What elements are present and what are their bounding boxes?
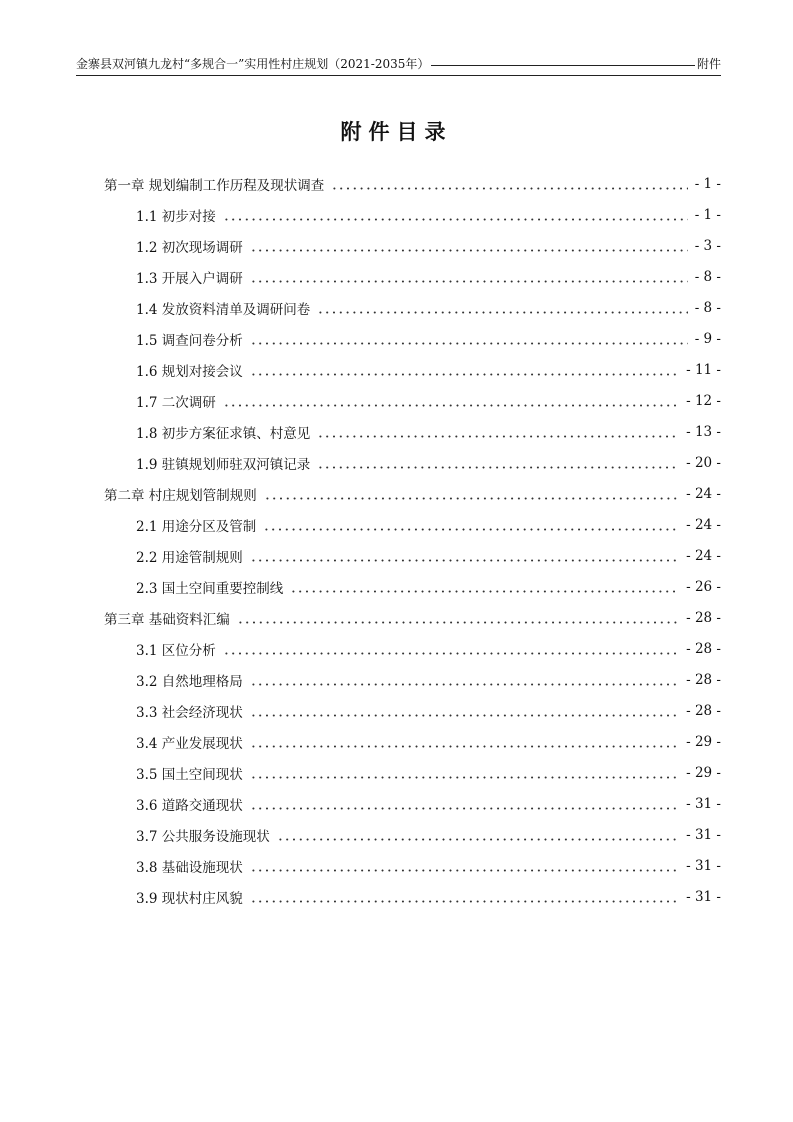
header-rule xyxy=(431,65,695,66)
toc-section-entry[interactable] xyxy=(136,232,721,260)
toc-section-entry[interactable] xyxy=(136,790,721,818)
toc-leader-dots xyxy=(250,559,679,562)
toc-leader-dots xyxy=(223,652,679,655)
toc-entry-label: 1.6 规划对接会议 xyxy=(136,364,243,380)
toc-leader-dots xyxy=(223,404,679,407)
toc-section-entry[interactable] xyxy=(136,201,721,229)
toc-entry-label: 3.9 现状村庄风貌 xyxy=(136,891,243,907)
toc-section-entry[interactable] xyxy=(136,821,721,849)
toc-leader-dots xyxy=(250,683,679,686)
toc-section-entry[interactable] xyxy=(136,635,721,663)
page-title: 附件目录 xyxy=(340,120,453,144)
toc-section-entry[interactable] xyxy=(136,294,721,322)
toc-entry-label: 1.5 调查问卷分析 xyxy=(136,333,243,349)
toc-leader-dots xyxy=(317,435,679,438)
toc-entry-label: 3.6 道路交通现状 xyxy=(136,798,243,814)
toc-entry-page: - 24 - xyxy=(686,517,721,533)
toc-leader-dots xyxy=(250,373,679,376)
toc-section-entry[interactable] xyxy=(136,759,721,787)
toc-entry-label: 2.3 国土空间重要控制线 xyxy=(136,581,284,597)
toc-section-entry[interactable] xyxy=(136,542,721,570)
toc-section-entry[interactable] xyxy=(136,852,721,880)
header-title: 金寨县双河镇九龙村“多规合一”实用性村庄规划（2021-2035年） xyxy=(76,57,430,71)
toc-leader-dots xyxy=(237,621,679,624)
toc-entry-page: - 3 - xyxy=(694,238,721,254)
toc-section-entry[interactable] xyxy=(136,418,721,446)
toc-entry-label: 3.4 产业发展现状 xyxy=(136,736,243,752)
header-section: 附件 xyxy=(696,57,721,71)
toc-entry-page: - 13 - xyxy=(686,424,721,440)
toc-leader-dots xyxy=(250,249,688,252)
toc-entry-label: 3.7 公共服务设施现状 xyxy=(136,829,270,845)
toc-section-entry[interactable] xyxy=(136,263,721,291)
toc-entry-label: 1.3 开展入户调研 xyxy=(136,271,243,287)
toc-entry-label: 2.2 用途管制规则 xyxy=(136,550,243,566)
toc-entry-label: 3.3 社会经济现状 xyxy=(136,705,243,721)
toc-entry-page: - 31 - xyxy=(686,827,721,843)
toc-entry-label: 3.8 基础设施现状 xyxy=(136,860,243,876)
toc-entry-label: 2.1 用途分区及管制 xyxy=(136,519,257,535)
toc-entry-page: - 24 - xyxy=(686,548,721,564)
toc-entry-page: - 29 - xyxy=(686,765,721,781)
toc-entry-page: - 28 - xyxy=(686,641,721,657)
toc-entry-label: 3.5 国土空间现状 xyxy=(136,767,243,783)
toc-entry-page: - 28 - xyxy=(686,672,721,688)
toc-leader-dots xyxy=(250,745,679,748)
toc-leader-dots xyxy=(331,187,687,190)
toc-section-entry[interactable] xyxy=(136,728,721,756)
toc-leader-dots xyxy=(250,714,679,717)
toc-leader-dots xyxy=(290,590,679,593)
toc-section-entry[interactable] xyxy=(136,666,721,694)
running-header xyxy=(76,55,721,76)
toc-entry-page: - 29 - xyxy=(686,734,721,750)
toc-entry-page: - 31 - xyxy=(686,889,721,905)
toc-leader-dots xyxy=(277,838,679,841)
toc-entry-label: 1.4 发放资料清单及调研问卷 xyxy=(136,302,311,318)
toc-entry-page: - 1 - xyxy=(694,176,721,192)
toc-leader-dots xyxy=(263,528,679,531)
toc-section-entry[interactable] xyxy=(136,883,721,911)
toc-entry-page: - 20 - xyxy=(686,455,721,471)
toc-leader-dots xyxy=(250,342,688,345)
toc-leader-dots xyxy=(223,218,688,221)
toc-entry-page: - 12 - xyxy=(686,393,721,409)
toc-leader-dots xyxy=(250,900,679,903)
toc-entry-label: 1.2 初次现场调研 xyxy=(136,240,243,256)
toc-entry-page: - 26 - xyxy=(686,579,721,595)
toc-entry-page: - 31 - xyxy=(686,796,721,812)
toc-chapter-entry[interactable] xyxy=(104,480,721,508)
toc-chapter-entry[interactable] xyxy=(104,170,721,198)
toc-leader-dots xyxy=(250,807,679,810)
toc-entry-label: 第二章 村庄规划管制规则 xyxy=(104,488,257,504)
toc-section-entry[interactable] xyxy=(136,387,721,415)
toc-section-entry[interactable] xyxy=(136,697,721,725)
toc-chapter-entry[interactable] xyxy=(104,604,721,632)
toc-entry-label: 3.2 自然地理格局 xyxy=(136,674,243,690)
toc-section-entry[interactable] xyxy=(136,573,721,601)
toc-entry-label: 1.1 初步对接 xyxy=(136,209,216,225)
toc-section-entry[interactable] xyxy=(136,449,721,477)
toc-entry-label: 第一章 规划编制工作历程及现状调查 xyxy=(104,178,325,194)
toc-entry-label: 1.9 驻镇规划师驻双河镇记录 xyxy=(136,457,311,473)
toc-entry-page: - 31 - xyxy=(686,858,721,874)
toc-entry-label: 第三章 基础资料汇编 xyxy=(104,612,230,628)
toc-entry-page: - 28 - xyxy=(686,703,721,719)
toc-section-entry[interactable] xyxy=(136,325,721,353)
toc-entry-page: - 24 - xyxy=(686,486,721,502)
toc-section-entry[interactable] xyxy=(136,356,721,384)
toc-entry-page: - 28 - xyxy=(686,610,721,626)
toc-entry-label: 3.1 区位分析 xyxy=(136,643,216,659)
toc-leader-dots xyxy=(250,776,679,779)
toc-entry-page: - 11 - xyxy=(686,362,721,378)
toc-entry-page: - 9 - xyxy=(694,331,721,347)
toc-leader-dots xyxy=(317,466,679,469)
toc-leader-dots xyxy=(264,497,679,500)
toc-entry-page: - 8 - xyxy=(694,300,721,316)
toc-leader-dots xyxy=(317,311,687,314)
toc-entry-page: - 8 - xyxy=(694,269,721,285)
toc-entry-page: - 1 - xyxy=(694,207,721,223)
toc-leader-dots xyxy=(250,869,679,872)
toc-leader-dots xyxy=(250,280,688,283)
toc-entry-label: 1.7 二次调研 xyxy=(136,395,216,411)
toc-entry-label: 1.8 初步方案征求镇、村意见 xyxy=(136,426,311,442)
toc-section-entry[interactable] xyxy=(136,511,721,539)
